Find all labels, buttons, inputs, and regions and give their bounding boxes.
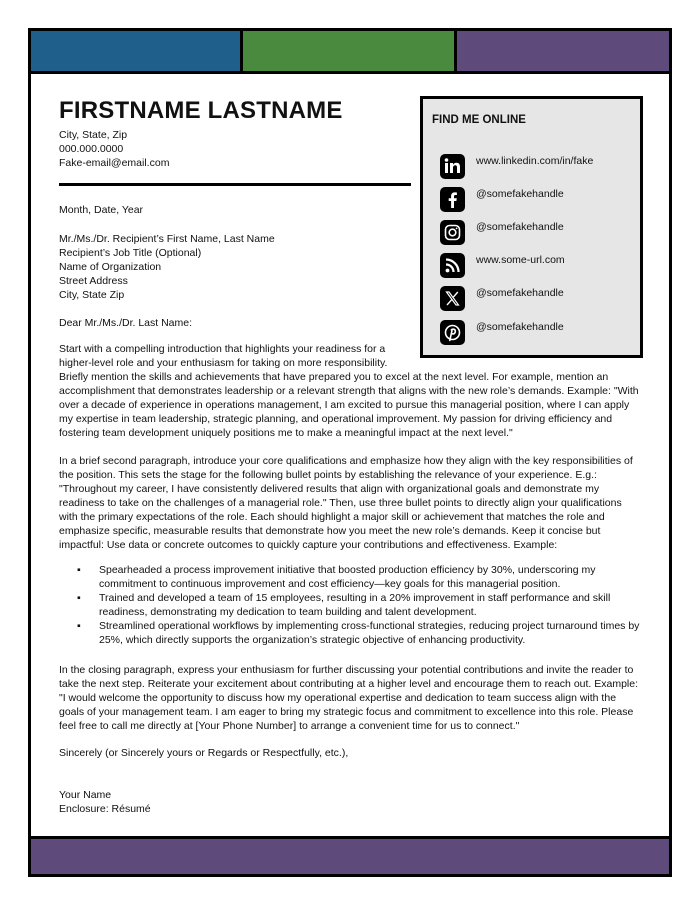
social-pinterest-text: @somefakehandle (476, 321, 564, 333)
bullet-text: Spearheaded a process improvement initiative that boosted production efficiency by 30%, underscoring my commitment to continuous improvement and cost efficiency—key goals for this managerial position. (99, 564, 596, 590)
instagram-icon (440, 220, 465, 245)
social-item-instagram[interactable] (440, 220, 564, 245)
social-item-rss[interactable] (440, 253, 565, 278)
bullet-icon: ▪ (77, 564, 81, 576)
recipient-line: Mr./Ms./Dr. Recipient’s First Name, Last Name (59, 233, 275, 245)
contact-city: City, State, Zip (59, 129, 128, 141)
header-divider (59, 183, 411, 186)
recipient-line: Street Address (59, 275, 128, 287)
recipient-line: Recipient’s Job Title (Optional) (59, 247, 202, 259)
list-item (59, 591, 641, 619)
recipient-line: City, State Zip (59, 289, 125, 301)
social-x-text: @somefakehandle (476, 287, 564, 299)
letter-date: Month, Date, Year (59, 204, 144, 216)
linkedin-icon (440, 154, 465, 179)
social-instagram-text: @somefakehandle (476, 221, 564, 233)
intro-line-1: Start with a compelling introduction that highlights your readiness for a (59, 343, 386, 355)
find-me-online-title: FIND ME ONLINE (432, 114, 526, 126)
social-linkedin-text: www.linkedin.com/in/fake (476, 155, 594, 167)
bullet-icon: ▪ (77, 592, 81, 604)
list-item (59, 563, 641, 591)
salutation: Dear Mr./Ms./Dr. Last Name: (59, 317, 193, 329)
contact-block (59, 128, 169, 170)
top-color-band (31, 31, 669, 74)
recipient-line: Name of Organization (59, 261, 162, 273)
contact-phone: 000.000.0000 (59, 143, 124, 155)
contact-email[interactable]: Fake-email@email.com (59, 157, 170, 169)
bullet-text: Trained and developed a team of 15 employees, resulting in a 20% improvement in staff performance and skill readiness, demonstrating my dedication to team building and talent development. (99, 592, 611, 618)
intro-line-2: higher-level role and your enthusiasm for taking on more responsibility. (59, 357, 388, 369)
closing-paragraph: In the closing paragraph, express your enthusiasm for further discussing your potential contributions and invite the reader to take the next step. Reiterate your excitement about contributing at a higher level and encourage them to reach out. Example: "I would welcome the opportunity to discuss how my operational expertise and dedication to team success align with the goals of your management team. I am eager to bring my strategic focus and commitment to excellence into this role. Please feel free to call me directly at [Your Phone Number] to arrange a convenient time for us to connect." (59, 664, 639, 732)
your-name: Your Name (59, 789, 112, 801)
signoff: Sincerely (or Sincerely yours or Regards or Respectfully, etc.), (59, 747, 349, 759)
bottom-color-band (31, 836, 669, 874)
bullet-icon: ▪ (77, 620, 81, 632)
bullet-text: Streamlined operational workflows by implementing cross-functional strategies, reducing project turnaround times by 25%, which directly supports the organization’s strategic objective of enhancing productivity. (99, 620, 640, 646)
find-me-online-panel (420, 96, 643, 358)
social-item-facebook[interactable] (440, 187, 564, 212)
enclosure: Enclosure: Résumé (59, 803, 151, 815)
intro-paragraph (59, 342, 641, 440)
band-green (240, 31, 454, 71)
achievement-list (59, 563, 641, 647)
social-item-x[interactable] (440, 286, 564, 311)
list-item (59, 619, 641, 647)
signature-block (59, 788, 151, 816)
recipient-block (59, 232, 275, 302)
x-icon (440, 286, 465, 311)
social-item-linkedin[interactable] (440, 154, 593, 179)
social-facebook-text: @somefakehandle (476, 188, 564, 200)
band-purple (454, 31, 669, 71)
social-website-text: www.some-url.com (476, 254, 565, 266)
intro-rest: Briefly mention the skills and achievements that have prepared you to excel at the next level. For example, mention an accomplishment that demonstrates leadership or a relevant strength that aligns with the new role’s demands. Example: "With over a decade of experience in operations management, I am excited to pursue this managerial position, where I can apply my expertise in team leadership, strategic planning, and operational improvement. My passion for driving efficiency and fostering team development uniquely positions me to make a meaningful impact at the next level." (59, 371, 639, 439)
page-frame (28, 28, 672, 877)
qualifications-paragraph: In a brief second paragraph, introduce your core qualifications and emphasize how they align with the key responsibilities of the position. This sets the stage for the following bullet points by establishing the relevance of your experience. E.g.: "Throughout my career, I have consistently delivered results that align with organizational goals and demonstrate my readiness to take on the challenges of a managerial role." Then, use three bullet points to directly align your qualifications with the primary expectations of the role. Each should highlight a major skill or achievement that matches the role and emphasize specific, measurable results that demonstrate how you meet the new role’s demands. Keep it concise but impactful: Use data or concrete outcomes to quickly capture your contributions and effectiveness. Example: (59, 455, 633, 551)
facebook-icon (440, 187, 465, 212)
rss-icon (440, 253, 465, 278)
band-blue (31, 31, 240, 71)
applicant-name: FIRSTNAME LASTNAME (59, 97, 343, 124)
